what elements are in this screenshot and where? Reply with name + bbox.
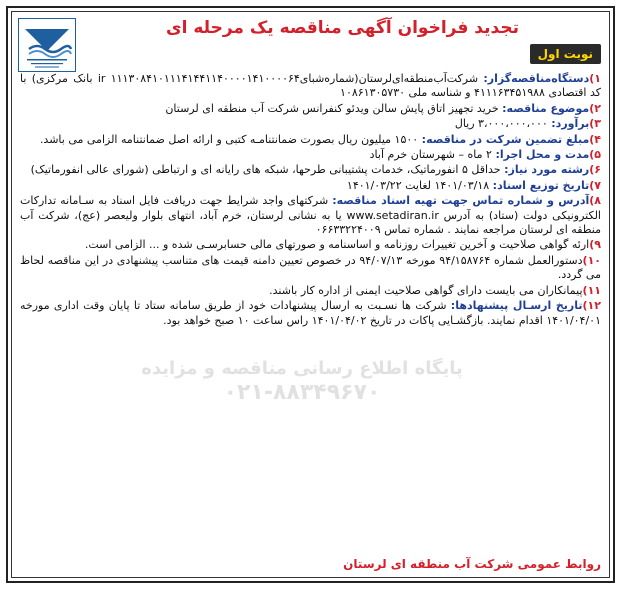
item-text: ۱۴۰۱/۰۳/۱۸ لغایت ۱۴۰۱/۰۳/۲۲ <box>346 178 490 192</box>
notice-item <box>20 299 601 328</box>
item-label: مبلغ تضمین شرکت در مناقصه: <box>421 132 590 146</box>
notice-title: تجدید فراخوان آگهی مناقصه یک مرحله ای <box>166 18 519 38</box>
item-text: خرید تجهیز اتاق پایش سالن ویدئو کنفرانس شرکت آب منطقه ای لرستان <box>165 101 499 115</box>
notice-item <box>20 117 601 131</box>
item-text: ۲ ماه – شهرستان خرم آباد <box>369 148 492 162</box>
item-text: حداقل ۵ انفورماتیک، خدمات پشتیبانی طرحها، شبکه های رایانه ای و ارتباطی (شورای عالی انفورماتیک) <box>30 163 501 177</box>
item-number: ۸) <box>589 194 601 208</box>
item-number: ۹) <box>589 238 601 252</box>
notice-item <box>20 194 601 237</box>
item-label: دستگاه‌مناقصه‌گزار: <box>483 72 590 85</box>
item-text: ارئه گواهی صلاحیت و آخرین تغییرات روزنامه و اساسنامه و صورتهای مالی حسابرسـی شده و ... الزامی است. <box>84 238 590 252</box>
notice-item <box>20 238 601 252</box>
item-label: تاریخ توزیع اسناد: <box>492 178 590 192</box>
notice-item <box>20 163 601 177</box>
notice-item <box>20 72 601 101</box>
notice-item <box>20 179 601 193</box>
watermark-line-2: ۰۲۱-۸۸۳۴۹۶۷۰ <box>223 380 381 405</box>
public-relations-signature: روابط عمومی شرکت آب منطقه ای لرستان <box>343 557 601 571</box>
item-number: ۱) <box>589 72 601 85</box>
item-number: ۷) <box>589 178 601 192</box>
notice-item <box>20 102 601 116</box>
water-company-logo-icon <box>18 18 76 72</box>
item-label: آدرس و شماره تماس جهت تهیه اسناد مناقصه: <box>332 194 590 208</box>
item-label: تاریخ ارسـال پیشنهادها: <box>450 299 583 313</box>
item-label: مدت و محل اجرا: <box>495 148 590 162</box>
item-text: دستورالعمل شماره ۹۴/۱۵۸۷۶۴ مورخه ۹۴/۰۷/۱۳ در خصوص تعیین دامنه قیمت های متناسب پیشنهادی در این مناقصه لحاظ می گردد. <box>20 253 601 282</box>
notice-item <box>20 284 601 298</box>
notice-frame <box>6 6 615 583</box>
item-number: ۳) <box>589 117 601 131</box>
notice-item <box>20 133 601 147</box>
notice-body <box>20 72 601 329</box>
item-label: برآورد: <box>551 117 590 131</box>
item-text: ۳،۰۰۰،۰۰۰،۰۰۰ ریال <box>454 117 548 131</box>
item-number: ۱۱) <box>582 283 601 297</box>
item-number: ۵) <box>589 148 601 162</box>
item-text: شرکتهای واجد شرایط جهت دریافت فایل اسناد به سـامانه تدارکات الکترونیکی دولت (ستاد) به آدرس www.setadiran.ir یا به نشانی لرستان، خرم آباد، انتهای بلوار ولیعصر (عج)، شرکت آب منطقه ای لرستان مراجعه نمایند . شماره تماس ۰۶۶۳۳۲۲۴۰۰۹ <box>20 194 601 237</box>
item-text: شرکت‌آب‌منطقه‌ای‌لرستان(شماره‌شبای۱۱۱۳۰۸‌۴۱۰۱۱۱۴۱۴۴۱۱۴۰۰۰۰۱۴۱۰۰۰۰۶۴ ir بانک مرکزی) با کد اقتصادی ۴۱۱۱۶۳۴۵۱۹۸۸ و شناسه ملی ۱۰۸۶۱۳۰۵۷۳۰ <box>20 72 601 100</box>
item-text: شرکت ها نسـبت به ارسال پیشنهادات خود از طریق سامانه ستاد تا پایان وقت اداری مورخه ۱۴۰۱/۰۴/۰۱ اقدام نمایند. بازگشـایی پاکات در تاریخ ۱۴۰۱/۰۴/۰۲ راس ساعت ۱۰ صبح خواهد بود. <box>20 299 601 327</box>
watermark-line-1: پایگاه اطلاع رسانی مناقصه و مزایده <box>141 358 463 379</box>
item-number: ۴) <box>589 132 601 146</box>
item-number: ۱۲) <box>582 299 601 313</box>
watermark <box>102 357 502 405</box>
notice-item <box>20 254 601 283</box>
round-badge: نوبت اول <box>530 44 601 64</box>
item-label: رشته مورد نیاز: <box>504 163 590 177</box>
item-text: پیمانکاران می بایست دارای گواهی صلاحیت ایمنی از اداره کار باشند. <box>269 283 583 297</box>
item-number: ۲) <box>589 101 601 115</box>
item-number: ۱۰) <box>582 253 602 267</box>
notice-item <box>20 148 601 162</box>
item-text: ۱۵۰۰ میلیون ریال بصورت ضمانتنامـه کتبی و ارائه اصل ضمانتنامه الزامی می باشد. <box>39 132 419 146</box>
item-number: ۶) <box>589 163 601 177</box>
item-label: موضوع مناقصه: <box>502 101 590 115</box>
notice-inner-border <box>11 11 610 578</box>
